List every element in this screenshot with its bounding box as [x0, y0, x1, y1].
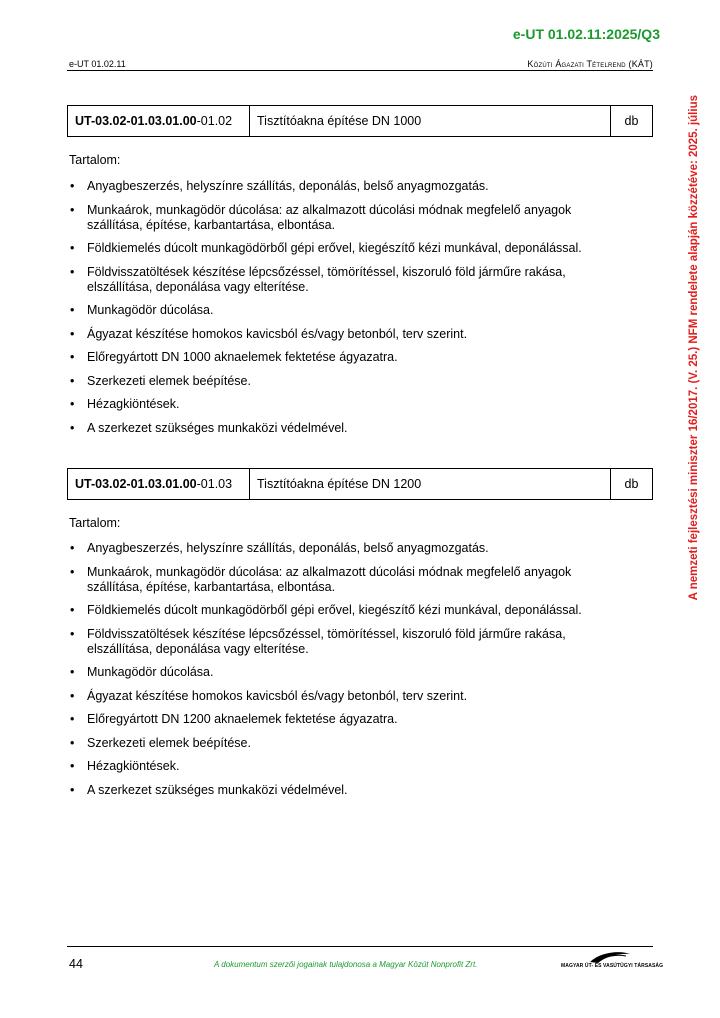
list-item: • Hézagkiöntések. [70, 759, 180, 773]
list-item: • Földvisszatöltések készítése lépcsőzéssel, tömörítéssel, kiszoruló föld járműre rakása, elszállítása, deponálása vagy elterítése. [70, 626, 566, 656]
side-publication-note: A nemzeti fejlesztési miniszter 16/2017. (V. 25.) NFM rendelete alapján közzétéve: 2025. július [688, 95, 700, 601]
list-item: • A szerkezet szükséges munkaközi védelmével. [70, 782, 348, 797]
bullet-icon: • [70, 712, 75, 726]
header-left-code: e-UT 01.02.11 [69, 59, 126, 69]
list-item: • Munkagödör dúcolása. [70, 303, 214, 317]
bullet-icon: • [70, 179, 75, 193]
item-table-1 [67, 105, 653, 137]
bullet-icon: • [70, 688, 75, 703]
item-title: Tisztítóakna építése DN 1200 [250, 469, 611, 499]
item-unit: db [624, 477, 639, 491]
document-code: e-UT 01.02.11:2025/Q3 [512, 26, 660, 42]
bullet-icon: • [70, 626, 75, 641]
bullet-icon: • [70, 264, 75, 279]
bullet-icon: • [70, 541, 75, 555]
list-item: • Előregyártott DN 1200 aknaelemek fektetése ágyazatra. [70, 712, 398, 726]
bullet-icon: • [70, 373, 75, 388]
content-label: Tartalom: [69, 516, 121, 530]
list-item: • Anyagbeszerzés, helyszínre szállítás, deponálás, belső anyagmozgatás. [70, 541, 489, 555]
list-item: • Hézagkiöntések. [70, 397, 180, 411]
item-table-2 [67, 468, 653, 500]
item-code-suffix: -01.02 [196, 114, 233, 128]
bullet-icon: • [70, 397, 75, 411]
list-item: • Ágyazat készítése homokos kavicsból és/vagy betonból, terv szerint. [70, 688, 468, 703]
list-item: • Munkaárok, munkagödör dúcolása: az alkalmazott dúcolási módnak megfelelő anyagok szállítása, építése, karbantartása, elbontása. [70, 564, 572, 594]
list-item: • Előregyártott DN 1000 aknaelemek fektetése ágyazatra. [70, 350, 398, 364]
bullet-icon: • [70, 241, 75, 255]
header-right-title: Közúti Ágazati Tételrend (KÁT) [527, 59, 653, 69]
footer-divider [67, 946, 653, 947]
list-item: • Munkaárok, munkagödör dúcolása: az alkalmazott dúcolási módnak megfelelő anyagok szállítása, építése, karbantartása, elbontása. [70, 202, 572, 232]
header-divider [67, 70, 653, 71]
list-item: • A szerkezet szükséges munkaközi védelmével. [70, 420, 348, 435]
content-list-1 [69, 179, 629, 444]
bullet-icon: • [70, 202, 75, 217]
list-item: • Földkiemelés dúcolt munkagödörből gépi erővel, kiegészítő kézi munkával, deponálással. [70, 603, 582, 617]
item-code-bold: UT-03.02-01.03.01.00 [75, 477, 197, 491]
list-item: • Anyagbeszerzés, helyszínre szállítás, deponálás, belső anyagmozgatás. [70, 179, 489, 193]
list-item: • Földvisszatöltések készítése lépcsőzéssel, tömörítéssel, kiszoruló föld járműre rakása, elszállítása, deponálása vagy elterítése. [70, 264, 566, 294]
content-label: Tartalom: [69, 153, 121, 167]
list-item: • Szerkezeti elemek beépítése. [70, 373, 251, 388]
bullet-icon: • [70, 782, 75, 797]
bullet-icon: • [70, 603, 75, 617]
item-unit: db [624, 114, 639, 128]
bullet-icon: • [70, 759, 75, 773]
item-code-bold: UT-03.02-01.03.01.00 [75, 114, 197, 128]
list-item: • Földkiemelés dúcolt munkagödörből gépi erővel, kiegészítő kézi munkával, deponálással. [70, 241, 582, 255]
item-code-suffix: -01.03 [196, 477, 233, 491]
bullet-icon: • [70, 564, 75, 579]
bullet-icon: • [70, 350, 75, 364]
item-code-cell [68, 469, 250, 499]
bullet-icon: • [70, 665, 75, 679]
page-number: 44 [69, 957, 83, 971]
content-list-2 [69, 541, 629, 806]
item-title: Tisztítóakna építése DN 1000 [250, 106, 611, 136]
list-item: • Szerkezeti elemek beépítése. [70, 735, 251, 750]
bullet-icon: • [70, 420, 75, 435]
list-item: • Ágyazat készítése homokos kavicsból és/vagy betonból, terv szerint. [70, 326, 468, 341]
bullet-icon: • [70, 303, 75, 317]
bullet-icon: • [70, 735, 75, 750]
bullet-icon: • [70, 326, 75, 341]
item-code-cell [68, 106, 250, 136]
logo-text: MAGYAR ÚT- ÉS VASÚTÜGYI TÁRSASÁG [561, 963, 664, 969]
list-item: • Munkagödör dúcolása. [70, 665, 214, 679]
copyright-note: A dokumentum szerzői jogainak tulajdonosa a Magyar Közút Nonprofit Zrt. [214, 960, 478, 969]
